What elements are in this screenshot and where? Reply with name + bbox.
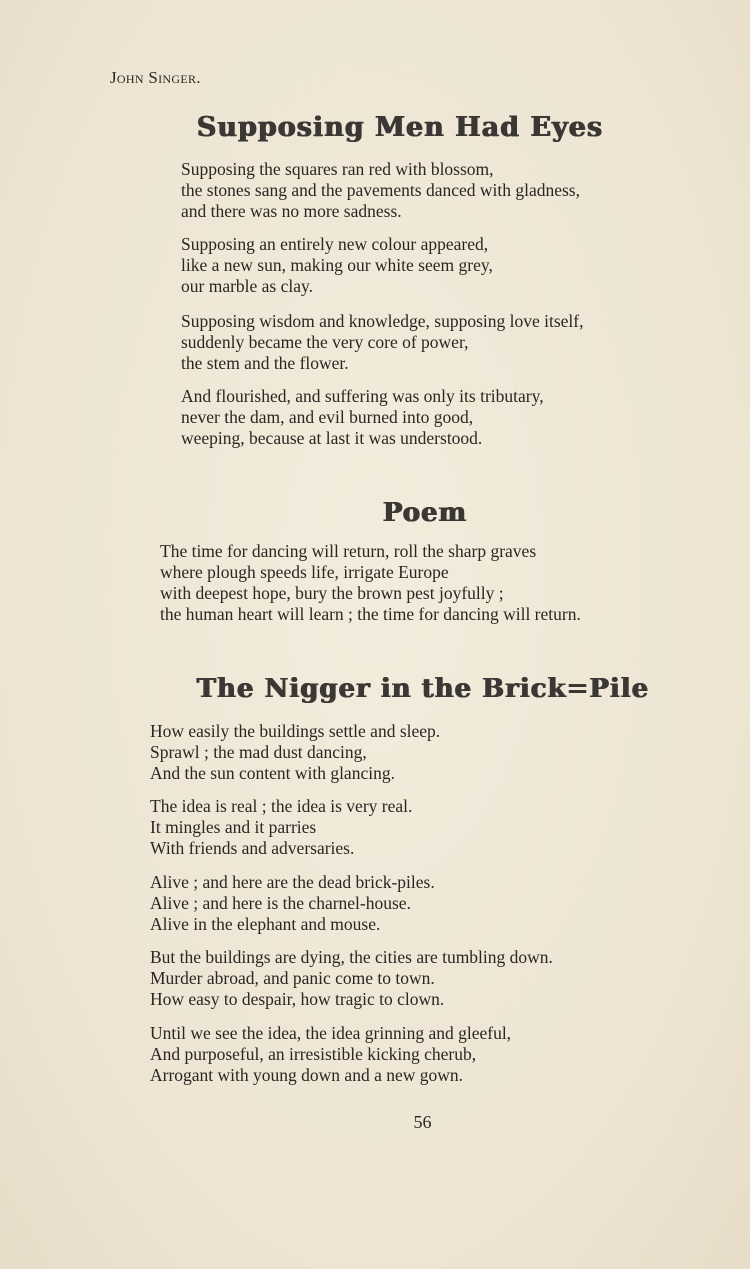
stanza-2-1: [160, 541, 581, 625]
stanza-1-1: [181, 159, 580, 222]
stanza-1-3: [181, 311, 583, 374]
poem-title-brick-pile: The Nigger in the Brick=Pile: [196, 674, 650, 704]
verse-line: Supposing an entirely new colour appeared,: [181, 234, 489, 254]
verse-line: and there was no more sadness.: [181, 201, 402, 221]
verse-line: with deepest hope, bury the brown pest joyfully ;: [160, 583, 504, 603]
verse-line: It mingles and it parries: [150, 817, 317, 837]
page-number: 56: [413, 1112, 432, 1132]
verse-line: the human heart will learn ; the time for dancing will return.: [160, 604, 581, 624]
stanza-1-4: [181, 386, 544, 449]
author-name: John Singer.: [110, 68, 201, 87]
verse-line: The idea is real ; the idea is very real.: [150, 796, 413, 816]
verse-line: Supposing wisdom and knowledge, supposing love itself,: [181, 311, 584, 331]
verse-line: And flourished, and suffering was only its tributary,: [181, 386, 544, 406]
verse-line: where plough speeds life, irrigate Europe: [160, 562, 449, 582]
verse-line: How easily the buildings settle and sleep.: [150, 721, 441, 741]
verse-line: And purposeful, an irresistible kicking cherub,: [150, 1044, 477, 1064]
poem-title-poem: Poem: [382, 498, 468, 528]
stanza-3-5: [150, 1023, 511, 1086]
stanza-3-4: [150, 947, 553, 1010]
verse-line: And the sun content with glancing.: [150, 763, 395, 783]
verse-line: Arrogant with young down and a new gown.: [150, 1065, 464, 1085]
verse-line: Alive ; and here are the dead brick-piles.: [150, 872, 435, 892]
poem-title-supposing: Supposing Men Had Eyes: [196, 112, 604, 143]
verse-line: like a new sun, making our white seem grey,: [181, 255, 493, 275]
verse-line: the stones sang and the pavements danced with gladness,: [181, 180, 580, 200]
verse-line: The time for dancing will return, roll the sharp graves: [160, 541, 537, 561]
verse-line: weeping, because at last it was understood.: [181, 428, 483, 448]
stanza-1-2: [181, 234, 493, 297]
verse-line: Alive in the elephant and mouse.: [150, 914, 381, 934]
verse-line: With friends and adversaries.: [150, 838, 355, 858]
verse-line: But the buildings are dying, the cities are tumbling down.: [150, 947, 553, 967]
stanza-3-1: [150, 721, 440, 784]
verse-line: Murder abroad, and panic come to town.: [150, 968, 435, 988]
verse-line: never the dam, and evil burned into good,: [181, 407, 474, 427]
stanza-3-3: [150, 872, 435, 935]
verse-line: our marble as clay.: [181, 276, 314, 296]
verse-line: Until we see the idea, the idea grinning and gleeful,: [150, 1023, 512, 1043]
verse-line: the stem and the flower.: [181, 353, 349, 373]
stanza-3-2: [150, 796, 412, 859]
verse-line: Sprawl ; the mad dust dancing,: [150, 742, 367, 762]
verse-line: suddenly became the very core of power,: [181, 332, 469, 352]
verse-line: How easy to despair, how tragic to clown.: [150, 989, 445, 1009]
verse-line: Supposing the squares ran red with blossom,: [181, 159, 494, 179]
verse-line: Alive ; and here is the charnel-house.: [150, 893, 411, 913]
